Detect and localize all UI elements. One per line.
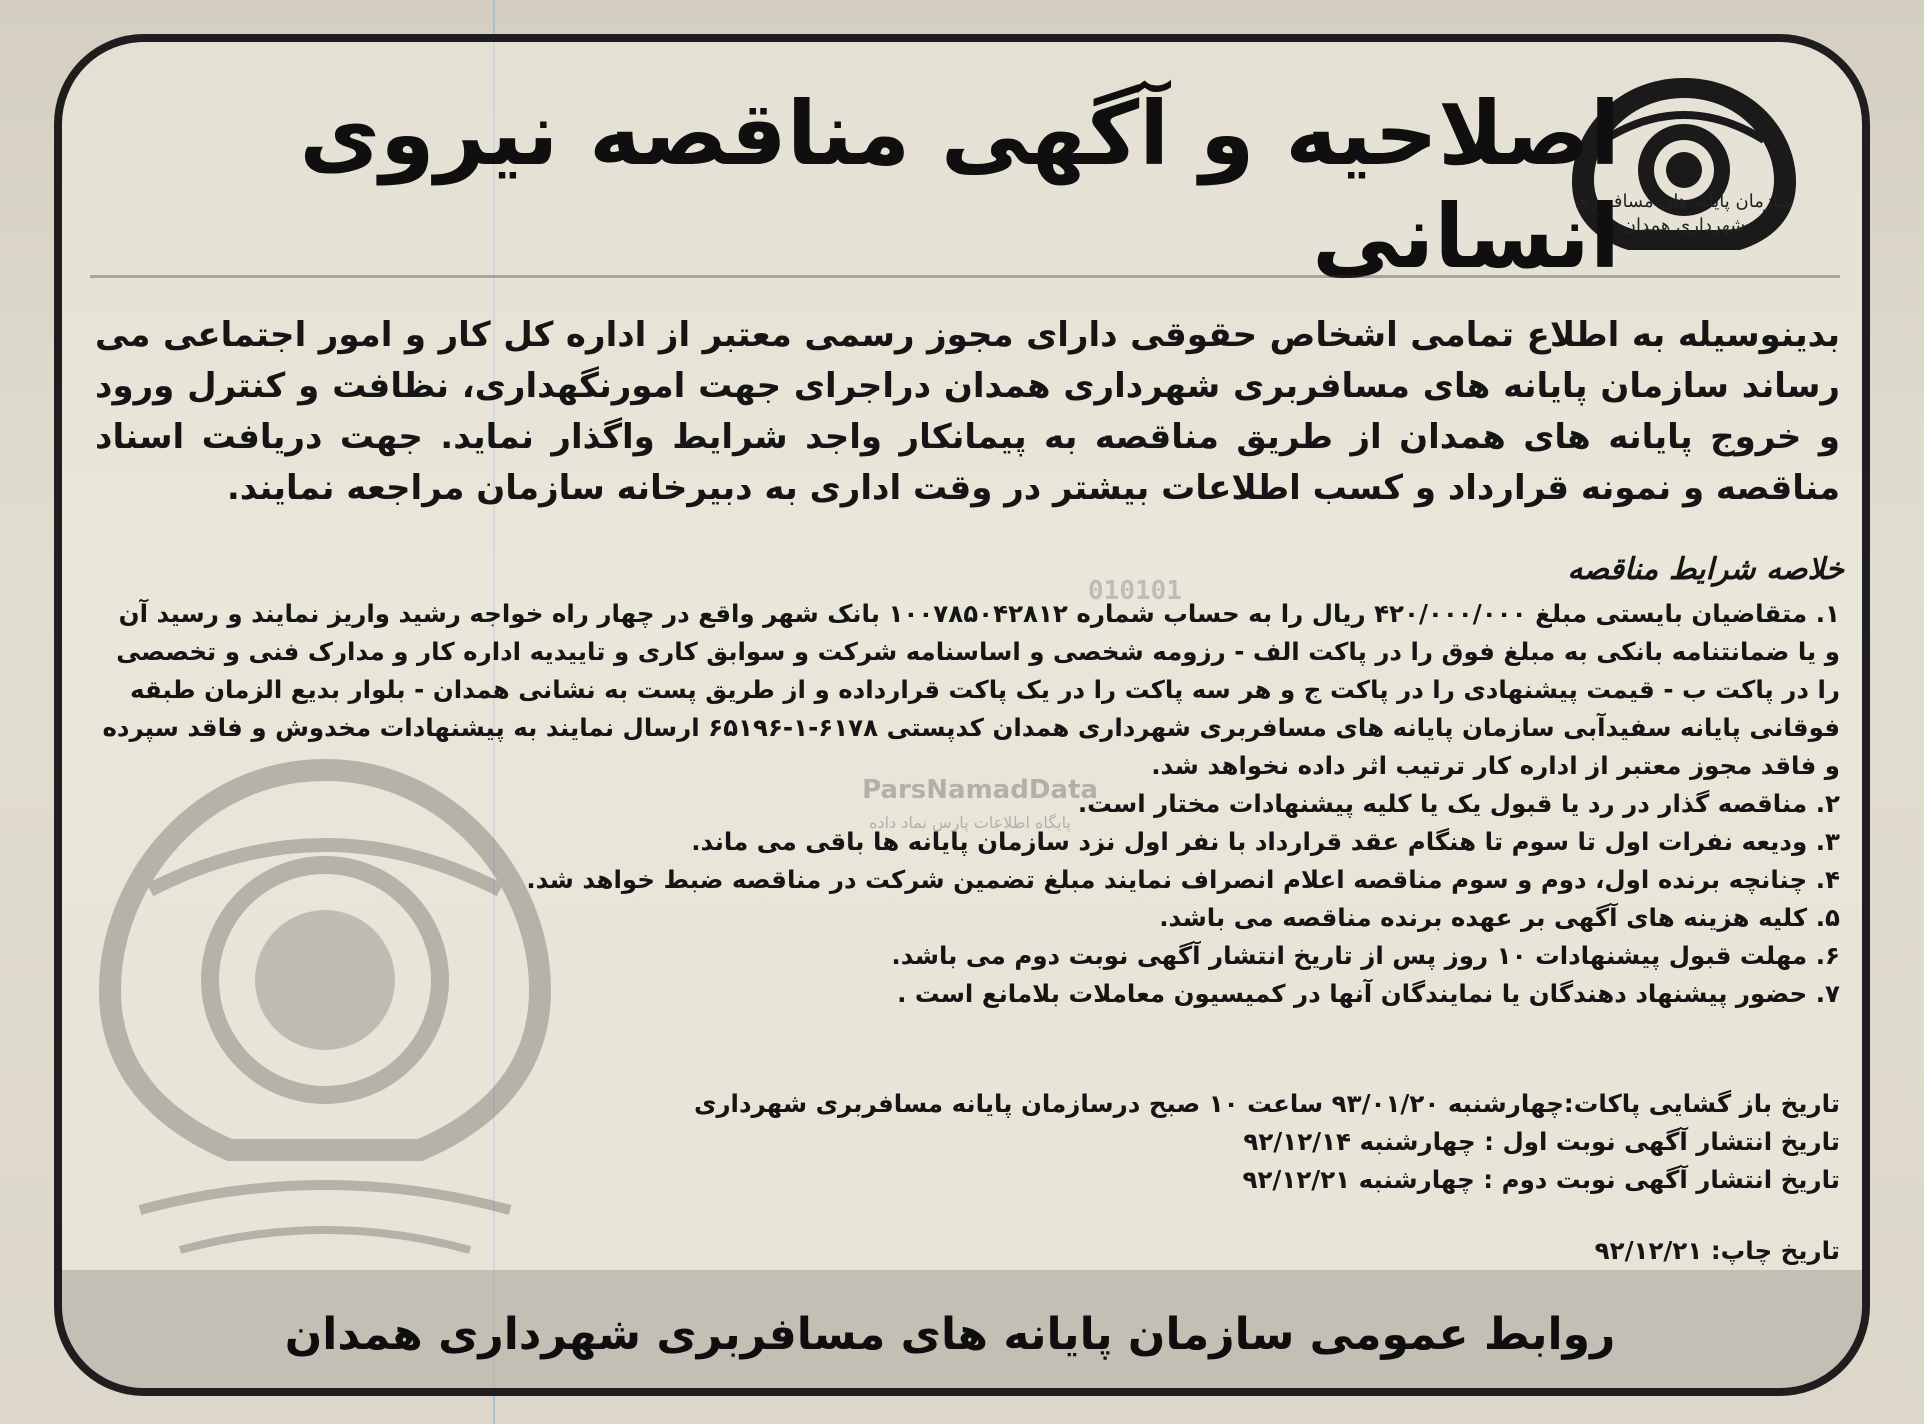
first-publication-date: تاریخ انتشار آگهی نوبت اول : چهارشنبه ۹۲/۱۲/۱۴ <box>1243 1127 1840 1156</box>
condition-item: ۱. متقاضیان بایستی مبلغ ۴۲۰/۰۰۰/۰۰۰ ریال را به حساب شماره ۱۰۰۷۸۵۰۴۲۸۱۲ بانک شهر واقع در چهار راه خواجه رشید واریز نمایند و رسید آن و یا ضمانتنامه بانکی به مبلغ فوق را در پاکت الف - رزومه شخصی و اساسنامه شرکت و سوابق کاری و تاییدیه اداره کار و مدارک فنی و تخصصی را در پاکت ب - قیمت پیشنهادی را در پاکت ج و هر سه پاکت را در یک پاکت قرارداده و از طریق پست به نشانی همدان - بلوار بدیع الزمان طبقه فوقانی پایانه سفیدآبی سازمان پایانه های مسافربری شهرداری همدان کدپستی ۶۱۷۸-۱-۶۵۱۹۶ ارسال نمایند به پیشنهادات مخدوش و فاقد سپرده و فاقد مجوز معتبر از اداره کار ترتیب اثر داده نخواهد شد. <box>102 599 1840 780</box>
watermark-digits: 010101 <box>1088 576 1182 606</box>
dates-block <box>95 1085 1840 1199</box>
footer-signature: روابط عمومی سازمان پایانه های مسافربری شهرداری همدان <box>284 1309 1616 1360</box>
condition-item: ۵. کلیه هزینه های آگهی بر عهده برنده مناقصه می باشد. <box>1159 903 1840 932</box>
watermark-brand: ParsNamadData <box>862 775 1098 805</box>
page-title: اصلاحیه و آگهی مناقصه نیروی انسانی <box>299 82 1620 288</box>
condition-item: ۷. حضور پیشنهاد دهندگان یا نمایندگان آنها در کمیسیون معاملات بلامانع است . <box>897 979 1840 1008</box>
condition-item: ۳. ودیعه نفرات اول تا سوم تا هنگام عقد قرارداد با نفر اول نزد سازمان پایانه ها باقی می ماند. <box>691 827 1840 856</box>
second-publication-date: تاریخ انتشار آگهی نوبت دوم : چهارشنبه ۹۲/۱۲/۲۱ <box>1242 1165 1840 1194</box>
condition-item: ۴. چنانچه برنده اول، دوم و سوم مناقصه اعلام انصراف نمایند مبلغ تضمین شرکت در مناقصه ضبط خواهد شد. <box>526 865 1840 894</box>
divider <box>90 275 1840 278</box>
logo-caption: سازمان پایانه های مسافربری شهرداری همدان <box>1574 191 1794 236</box>
summary-heading: خلاصه شرایط مناقصه <box>1567 552 1844 587</box>
opening-date: تاریخ باز گشایی پاکات:چهارشنبه ۹۳/۰۱/۲۰ ساعت ۱۰ صبح درسازمان پایانه مسافربری شهرداری <box>694 1089 1840 1118</box>
watermark-subtitle: پایگاه اطلاعات پارس نماد داده <box>869 813 1071 832</box>
intro-paragraph: بدینوسیله به اطلاع تمامی اشخاص حقوقی دارای مجوز رسمی معتبر از اداره کل کار و امور اجتماعی می رساند سازمان پایانه های مسافربری شهرداری همدان دراجرای جهت امورنگهداری، نظافت و کنترل ورود و خروج پایانه های همدان از طریق مناقصه به پیمانکار واجد شرایط واگذار نماید. جهت دریافت اسناد مناقصه و نمونه قرارداد و کسب اطلاعات بیشتر در وقت اداری به دبیرخانه سازمان مراجعه نمایند. <box>95 315 1840 508</box>
print-date: تاریخ چاپ: ۹۲/۱۲/۲۱ <box>1594 1236 1840 1265</box>
conditions-list <box>95 595 1840 1013</box>
condition-item: ۲. مناقصه گذار در رد یا قبول یک یا کلیه پیشنهادات مختار است. <box>1077 789 1840 818</box>
condition-item: ۶. مهلت قبول پیشنهادات ۱۰ روز پس از تاریخ انتشار آگهی نوبت دوم می باشد. <box>891 941 1840 970</box>
